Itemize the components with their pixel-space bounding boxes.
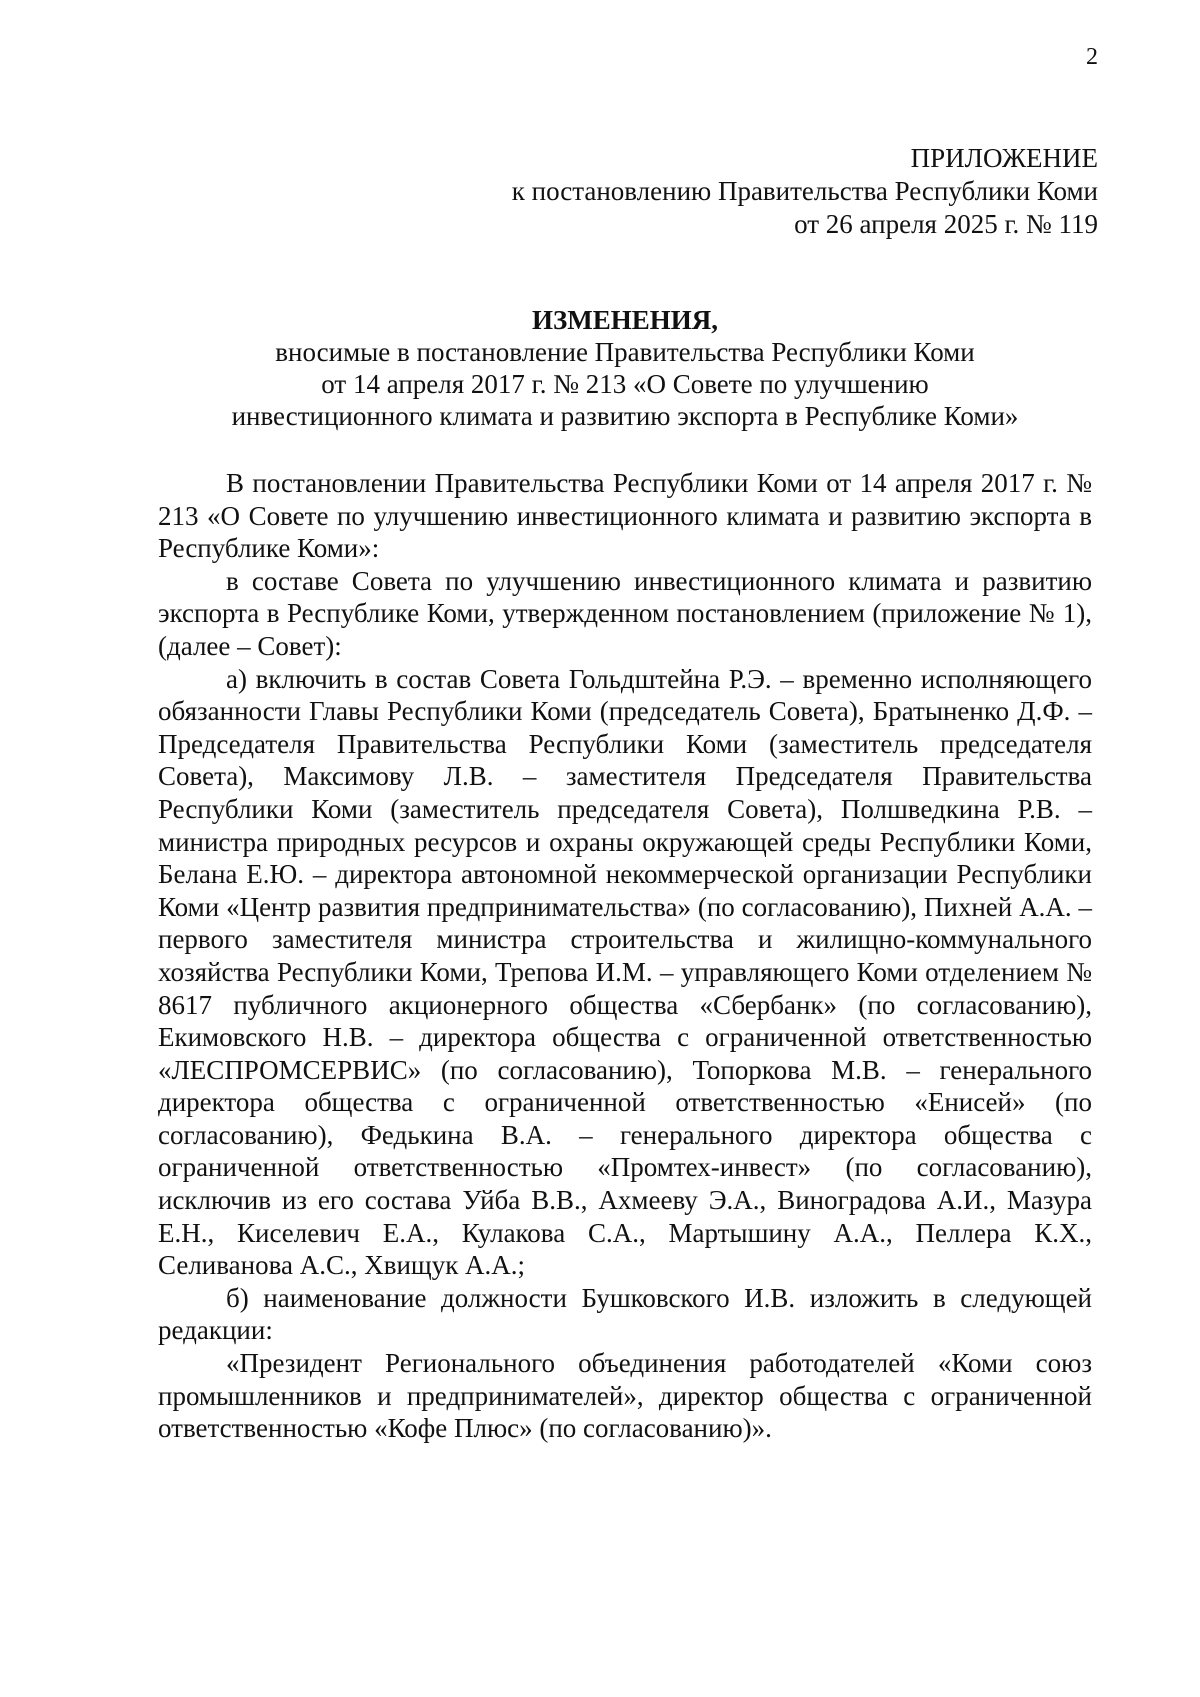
appendix-block [458,142,1098,241]
paragraph-intro: В постановлении Правительства Республики Коми от 14 апреля 2017 г. № 213 «О Совете по улучшению инвестиционного климата и развитию экспорта в Республике Коми»: [158,468,1092,564]
heading-line-3: инвестиционного климата и развитию экспорта в Республике Коми» [231,401,1019,431]
heading-line-1: вносимые в постановление Правительства Республики Коми [275,337,975,367]
document-title: ИЗМЕНЕНИЯ, [531,305,718,335]
page-number: 2 [1086,44,1098,70]
paragraph-item-a: а) включить в состав Совета Гольдштейна Р.Э. – временно исполняющего обязанности Главы Республики Коми (председатель Совета), Братыненко Д.Ф. – Председателя Правительства Республики Коми (заместитель председателя Совета), Максимову Л.В. – заместителя Председателя Правительства Республики Коми (заместитель председателя Совета), Полшведкина Р.В. – министра природных ресурсов и охраны окружающей среды Республики Коми, Белана Е.Ю. – директора автономной некоммерческой организации Республики Коми «Центр развития предпринимательства» (по согласованию), Пихней А.А. – первого заместителя министра строительства и жилищно-коммунального хозяйства Республики Коми, Трепова И.М. – управляющего Коми отделением № 8617 публичного акционерного общества «Сбербанк» (по согласованию), Екимовского Н.В. – директора общества с ограниченной ответственностью «ЛЕСПРОМСЕРВИС» (по согласованию), Топоркова М.В. – генерального директора общества с ограниченной ответственностью «Енисей» (по согласованию), Федькина В.А. – генерального директора общества с ограниченной ответственностью «Промтех-инвест» (по согласованию), исключив из его состава Уйба В.В., Ахмееву Э.А., Виноградова А.И., Мазура Е.Н., Киселевич Е.А., Кулакова С.А., Мартышину А.А., Пеллера К.Х., Селиванова А.С., Хвищук А.А.; [158,663,1092,1281]
document-heading [160,304,1090,432]
paragraph-item-b: б) наименование должности Бушковского И.В. изложить в следующей редакции: [158,1282,1092,1346]
document-body [158,467,1092,1445]
appendix-reference: к постановлению Правительства Республики Коми [511,176,1098,206]
paragraph-council-composition: в составе Совета по улучшению инвестиционного климата и развитию экспорта в Республике Коми, утвержденном постановлением (приложение № 1), (далее – Совет): [158,565,1092,661]
appendix-label: ПРИЛОЖЕНИЕ [910,143,1098,173]
heading-line-2: от 14 апреля 2017 г. № 213 «О Совете по улучшению [321,369,929,399]
paragraph-quote: «Президент Регионального объединения работодателей «Коми союз промышленников и предпринимателей», директор общества с ограниченной ответственностью «Кофе Плюс» (по согласованию)». [158,1348,1092,1444]
appendix-date: от 26 апреля 2025 г. № 119 [794,209,1098,239]
